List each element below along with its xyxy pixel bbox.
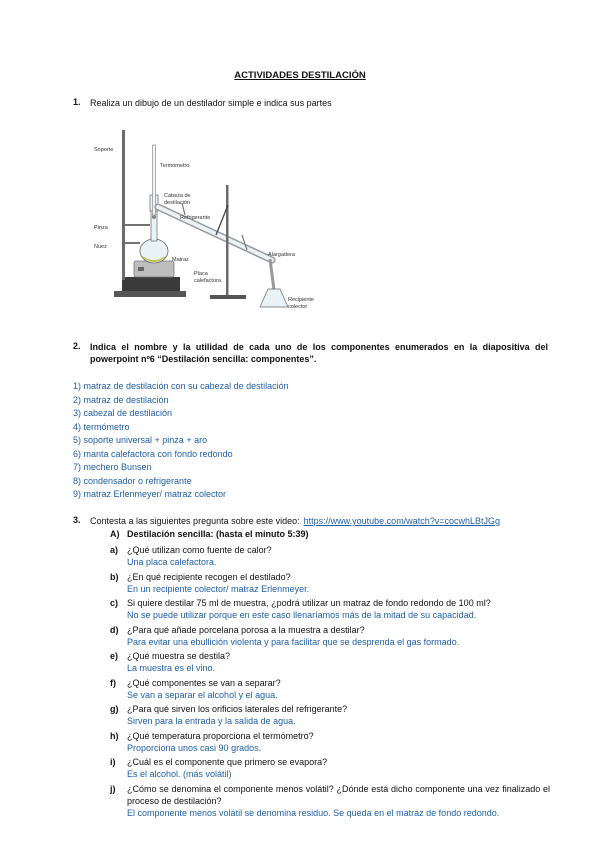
question-items	[110, 544, 550, 821]
item-answer: Se van a separar el alcohol y el agua.	[127, 689, 278, 700]
list-item: 4) termómetro	[73, 421, 130, 432]
item-question: ¿Qué temperatura proporciona el termómetro?	[127, 730, 314, 741]
item-letter: d)	[110, 624, 119, 635]
video-link[interactable]: https://www.youtube.com/watch?v=cocwhLBtJGg	[303, 516, 500, 526]
page-title: ACTIVIDADES DESTILACIÓN	[234, 70, 366, 81]
item-question: ¿Cuál es el componente que primero se evapora?	[127, 757, 328, 767]
question-item	[110, 756, 550, 780]
question-item	[110, 730, 550, 754]
question-2-number: 2.	[73, 341, 81, 351]
question-item	[110, 703, 550, 727]
item-question: ¿Para qué añade porcelana porosa a la muestra a destilar?	[127, 624, 365, 635]
item-letter: j)	[110, 783, 116, 794]
question-item	[110, 544, 550, 568]
item-answer: Proporciona unos casi 90 grados.	[127, 742, 262, 753]
question-3-text: Contesta a las siguientes pregunta sobre este video:	[90, 516, 300, 526]
label-pinza: Pinza	[94, 225, 108, 231]
item-question: ¿Qué muestra se destila?	[127, 651, 231, 661]
question-1-number: 1.	[73, 97, 81, 107]
item-letter: e)	[110, 651, 119, 661]
support-rod	[122, 130, 125, 280]
item-question: ¿Cómo se denomina el componente menos volátil? ¿Dónde está dicho componente una vez finalizado el proceso de destilación?	[127, 783, 550, 806]
item-answer: La muestra es el vino.	[127, 663, 216, 673]
item-letter: b)	[110, 571, 119, 582]
list-item: 8) condensador o refrigerante	[73, 475, 192, 486]
item-question: ¿Qué utilizan como fuente de calor?	[127, 545, 272, 555]
question-3	[90, 515, 500, 527]
label-cabeza-2: destilación	[164, 200, 190, 206]
base-plate	[122, 277, 180, 293]
distillation-diagram	[92, 125, 332, 320]
list-item: 1) matraz de destilación con su cabezal de destilación	[73, 381, 289, 391]
item-answer: Una placa calefactora.	[127, 557, 217, 567]
label-cabeza: Cabeza de	[164, 193, 191, 199]
item-letter: i)	[110, 757, 116, 767]
list-item: 3) cabezal de destilación	[73, 408, 173, 418]
list-item: 5) soporte universal + pinza + aro	[73, 435, 208, 445]
list-item: 7) mechero Bunsen	[73, 462, 152, 472]
item-answer: No se puede utilizar porque en este caso llenaríamos más de la mitad de su capacidad.	[127, 610, 477, 620]
label-nuez: Nuez	[94, 244, 107, 250]
label-placa-2: calefactora	[194, 278, 221, 284]
section-a-letter: A)	[110, 529, 120, 539]
component-list	[73, 380, 289, 502]
list-item: 9) matraz Erlenmeyer/ matraz colector	[73, 489, 227, 499]
item-letter: a)	[110, 545, 119, 555]
label-refrigerante: Refrigerante	[180, 215, 211, 221]
list-item: 6) manta calefactora con fondo redondo	[73, 448, 233, 459]
question-item	[110, 597, 550, 621]
question-item	[110, 624, 550, 648]
item-letter: g)	[110, 704, 119, 714]
question-3-number: 3.	[73, 515, 81, 525]
section-a-heading	[110, 529, 309, 539]
question-item	[110, 571, 550, 595]
item-answer: Es el alcohol. (más volátil)	[127, 769, 232, 779]
question-2-text: Indica el nombre y la utilidad de cada uno de los componentes enumerados en la diapositiva del powerpoint nº6 “Destilación sencilla: componentes”.	[90, 342, 548, 364]
item-answer: Sirven para la entrada y la salida de agua.	[127, 716, 296, 726]
section-a-title: Destilación sencilla: (hasta el minuto 5:39)	[127, 529, 309, 539]
receiver-flask	[260, 289, 288, 307]
item-question: Si quiere destilar 75 ml de muestra, ¿podrá utilizar un matraz de fondo redondo de 100 ml?	[127, 598, 491, 608]
list-item: 2) matraz de destilación	[73, 394, 169, 405]
question-item	[110, 783, 550, 819]
question-1-text: Realiza un dibujo de un destilador simple e indica sus partes	[90, 98, 332, 108]
item-question: ¿En qué recipiente recogen el destilado?	[127, 571, 291, 582]
thermometer	[153, 145, 156, 215]
label-soporte: Soporte	[94, 147, 114, 153]
adapter	[270, 259, 274, 290]
label-termometro: Termómetro	[160, 163, 190, 169]
question-item	[110, 677, 550, 701]
item-question: ¿Qué componentes se van a separar?	[127, 677, 281, 688]
item-letter: h)	[110, 730, 119, 741]
item-answer: El componente menos volátil se denomina residuo. Se queda en el matraz de fondo redondo.	[127, 807, 500, 818]
item-answer: Para evitar una ebullición violenta y para facilitar que se desprenda el gas formado.	[127, 636, 460, 647]
item-letter: f)	[110, 677, 116, 688]
label-placa: Placa	[194, 271, 208, 277]
round-flask	[140, 239, 168, 263]
item-question: ¿Para qué sirven los orificios laterales del refrigerante?	[127, 704, 348, 714]
question-item	[110, 650, 550, 674]
item-answer: En un recipiente colector/ matraz Erlenmeyer.	[127, 583, 310, 594]
item-letter: c)	[110, 598, 119, 608]
label-matraz: Matraz	[172, 257, 189, 263]
label-recipiente-2: colector	[288, 304, 308, 310]
label-alargadera: Alargadera	[268, 252, 295, 258]
label-recipiente: Recipiente	[288, 297, 314, 303]
